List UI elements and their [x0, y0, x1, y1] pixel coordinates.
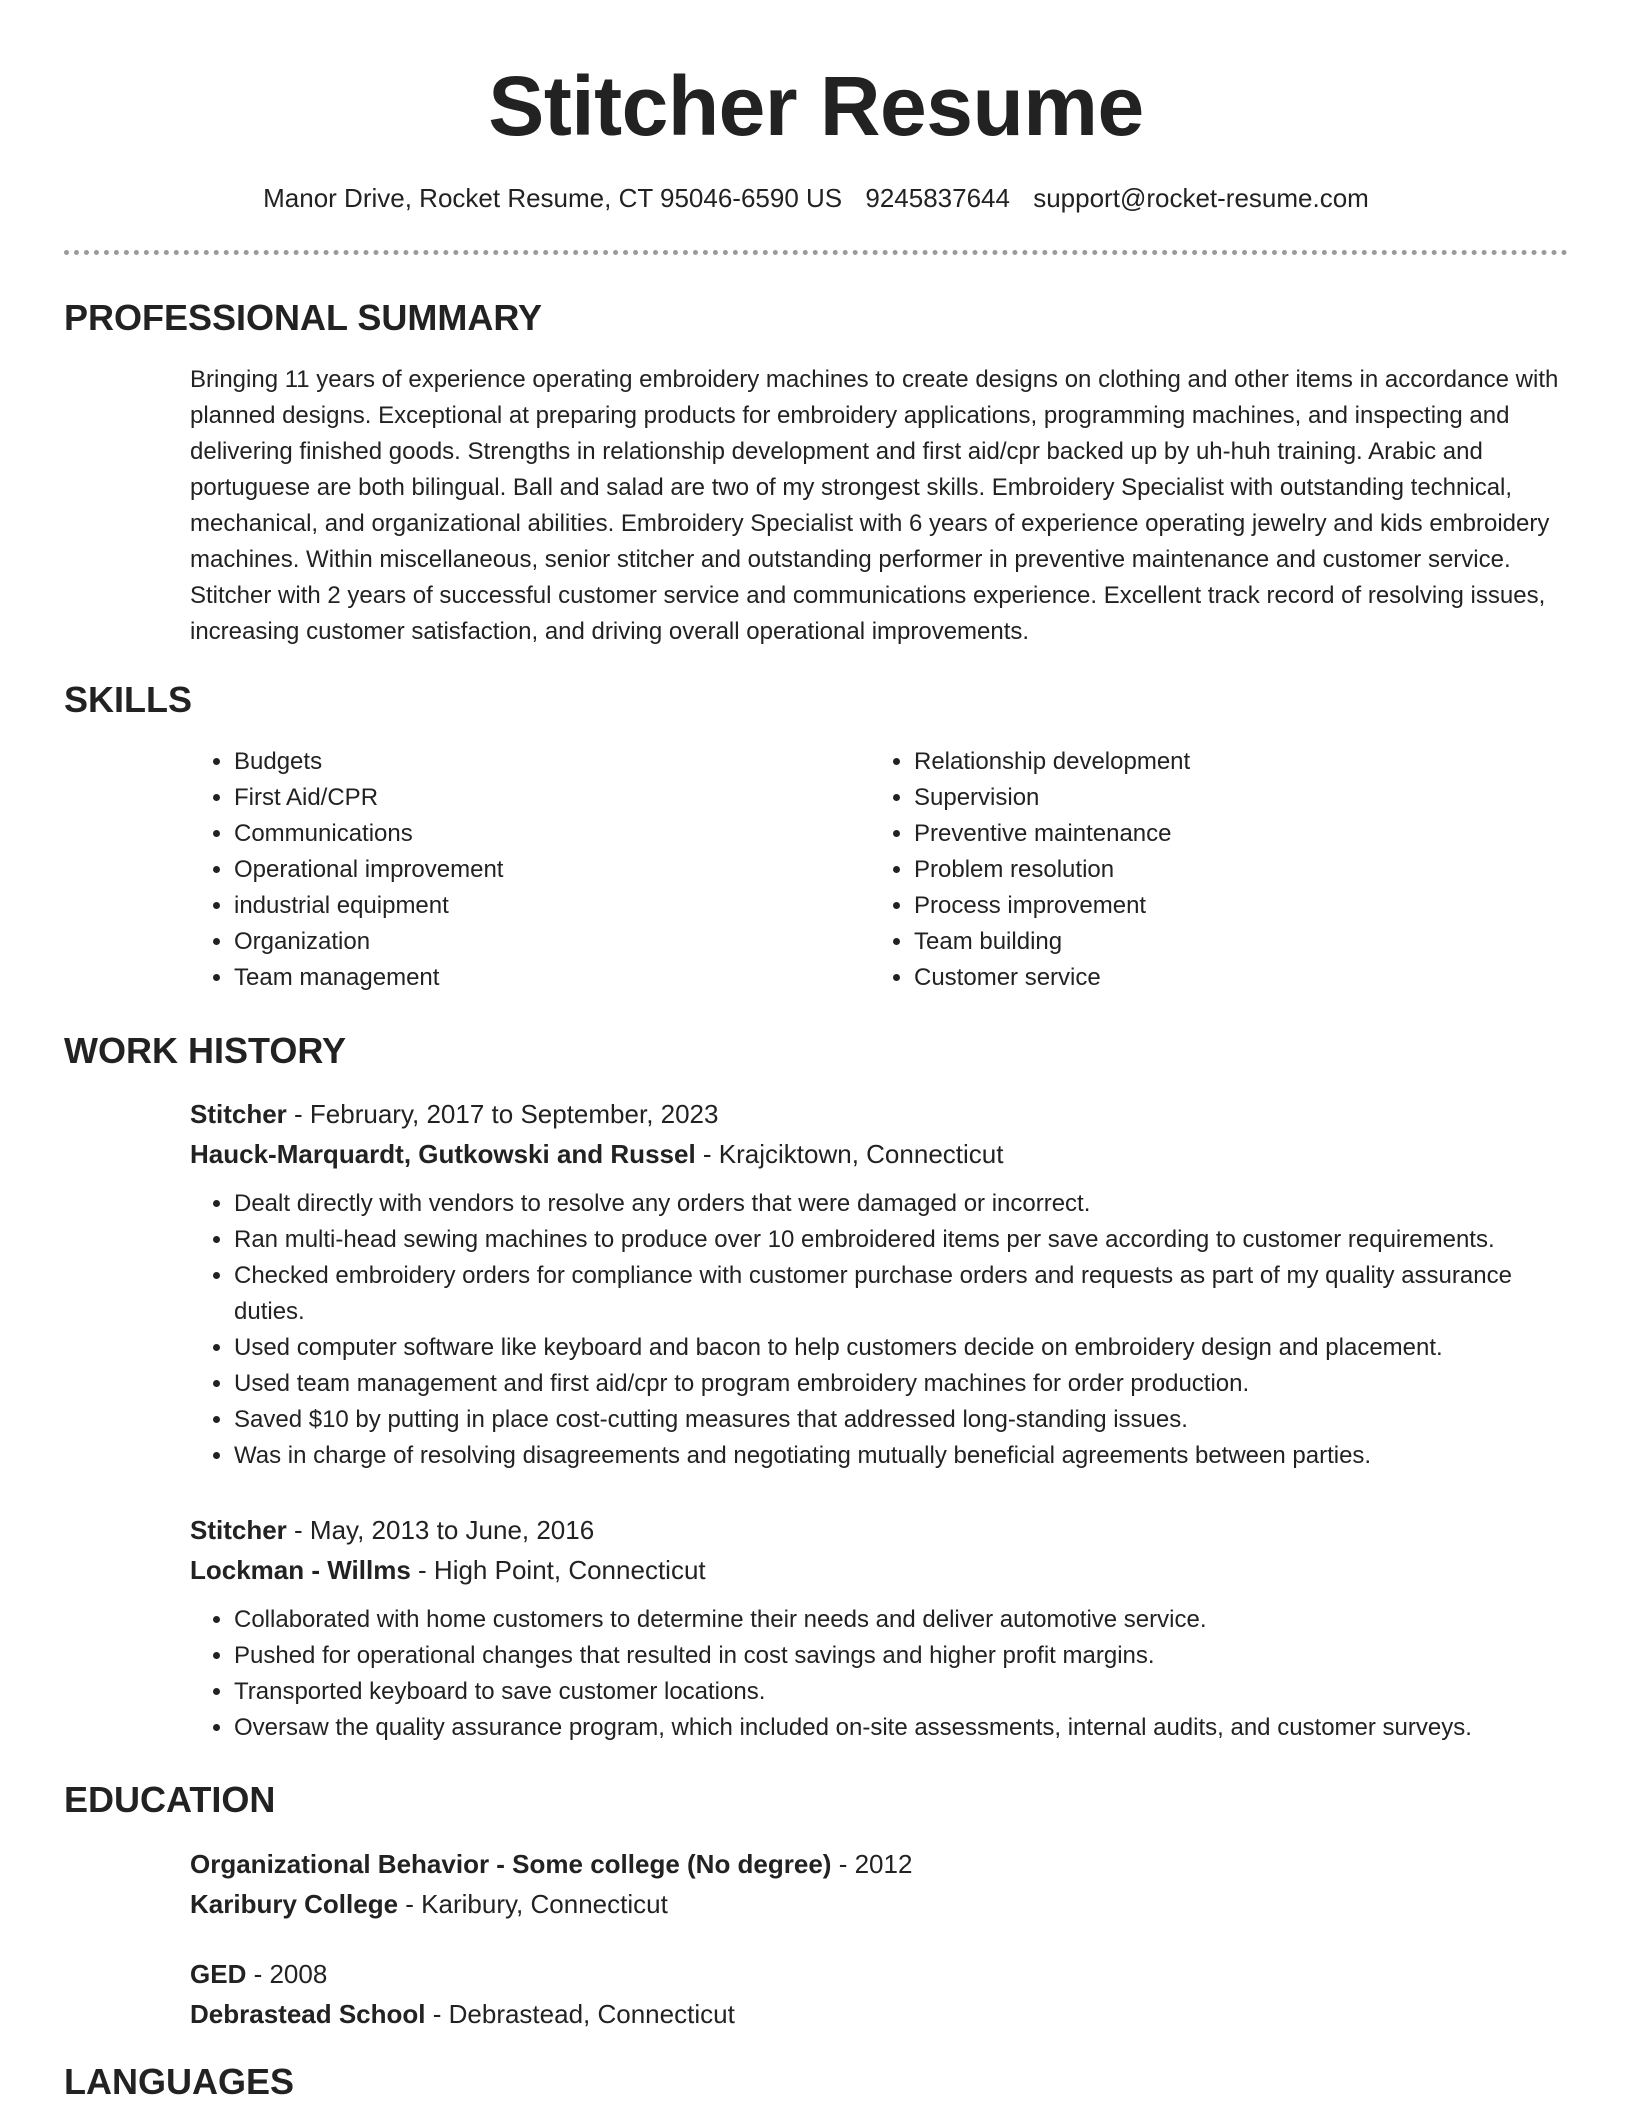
- skills-heading: SKILLS: [64, 679, 193, 720]
- education-school-line: [190, 1994, 1568, 2034]
- education-heading: EDUCATION: [64, 1779, 276, 1820]
- job-bullet: • Used team management and first aid/cpr to program embroidery machines for order production.: [234, 1366, 1568, 1402]
- job-dates: - May, 2013 to June, 2016: [286, 1515, 595, 1545]
- education-entry: [190, 1954, 1568, 2034]
- skill-item: • Supervision: [914, 780, 1190, 816]
- contact-address: Manor Drive, Rocket Resume, CT 95046-6590 US: [263, 183, 843, 213]
- languages-heading: LANGUAGES: [64, 2061, 295, 2102]
- job-bullet: • Pushed for operational changes that resulted in cost savings and higher profit margins.: [234, 1638, 1568, 1674]
- job-location: - Krajciktown, Connecticut: [695, 1139, 1004, 1169]
- education-school: Debrastead School: [190, 1999, 426, 2029]
- header-divider: [64, 250, 1568, 255]
- job-bullets: [190, 1602, 1568, 1746]
- job-title: Stitcher: [190, 1515, 287, 1545]
- job-location: - High Point, Connecticut: [410, 1555, 706, 1585]
- skill-item: • Customer service: [914, 960, 1190, 996]
- summary-text: Bringing 11 years of experience operating embroidery machines to create designs on clothing and other items in accordance with planned designs. Exceptional at preparing products for embroidery applications, programming machines, and inspecting and delivering finished goods. Strengths in relationship development and first aid/cpr backed up by uh-huh training. Arabic and portuguese are both bilingual. Ball and salad are two of my strongest skills. Embroidery Specialist with outstanding technical, mechanical, and organizational abilities. Embroidery Specialist with 6 years of experience operating jewelry and kids embroidery machines. Within miscellaneous, senior stitcher and outstanding performer in preventive maintenance and customer service. Stitcher with 2 years of successful customer service and communications experience. Excellent track record of resolving issues, increasing customer satisfaction, and driving overall operational improvements.: [190, 366, 1559, 645]
- skill-item: • Organization: [234, 924, 503, 960]
- job-title: Stitcher: [190, 1099, 287, 1129]
- job-company: Hauck-Marquardt, Gutkowski and Russel: [190, 1139, 696, 1169]
- education-school-line: [190, 1884, 1568, 1924]
- education-degree-line: [190, 1844, 1568, 1884]
- education-location: - Karibury, Connecticut: [398, 1889, 668, 1919]
- education-degree: GED: [190, 1959, 247, 1989]
- education-school: Karibury College: [190, 1889, 399, 1919]
- education-year: - 2012: [831, 1849, 913, 1879]
- job-bullet: • Was in charge of resolving disagreements and negotiating mutually beneficial agreements between parties.: [234, 1438, 1568, 1474]
- skill-item: • Operational improvement: [234, 852, 503, 888]
- job-title-line: [190, 1094, 1568, 1134]
- education-entry: [190, 1844, 1568, 1924]
- job-title-line: [190, 1510, 1568, 1550]
- contact-email: support@rocket-resume.com: [1033, 183, 1369, 213]
- job-dates: - February, 2017 to September, 2023: [286, 1099, 719, 1129]
- summary-heading: PROFESSIONAL SUMMARY: [64, 297, 543, 338]
- work-heading: WORK HISTORY: [64, 1030, 347, 1071]
- skill-item: • Budgets: [234, 744, 503, 780]
- education-degree-line: [190, 1954, 1568, 1994]
- job-entry: [190, 1510, 1568, 1746]
- education-location: - Debrastead, Connecticut: [425, 1999, 735, 2029]
- skill-item: • industrial equipment: [234, 888, 503, 924]
- education-year: - 2008: [246, 1959, 328, 1989]
- job-bullet: • Oversaw the quality assurance program, which included on-site assessments, internal audits, and customer surveys.: [234, 1710, 1568, 1746]
- job-company: Lockman - Willms: [190, 1555, 411, 1585]
- job-bullet: • Collaborated with home customers to determine their needs and deliver automotive service.: [234, 1602, 1568, 1638]
- education-degree: Organizational Behavior - Some college (No degree): [190, 1849, 832, 1879]
- skill-item: • Problem resolution: [914, 852, 1190, 888]
- skills-list-right: [870, 744, 1190, 996]
- job-bullet: • Ran multi-head sewing machines to produce over 10 embroidered items per save according to customer requirements.: [234, 1222, 1568, 1258]
- job-bullets: [190, 1186, 1568, 1474]
- skill-item: • Preventive maintenance: [914, 816, 1190, 852]
- job-entry: [190, 1094, 1568, 1474]
- contact-phone: 9245837644: [865, 183, 1010, 213]
- job-bullet: • Transported keyboard to save customer locations.: [234, 1674, 1568, 1710]
- resume-title: Stitcher Resume: [488, 59, 1144, 153]
- skill-item: • Relationship development: [914, 744, 1190, 780]
- skills-list-left: [190, 744, 503, 996]
- skills-section: [190, 744, 1568, 1004]
- job-bullet: • Dealt directly with vendors to resolve any orders that were damaged or incorrect.: [234, 1186, 1568, 1222]
- skill-item: • Team management: [234, 960, 503, 996]
- skill-item: • Communications: [234, 816, 503, 852]
- job-bullet: • Saved $10 by putting in place cost-cutting measures that addressed long-standing issues.: [234, 1402, 1568, 1438]
- skill-item: • Team building: [914, 924, 1190, 960]
- skill-item: • First Aid/CPR: [234, 780, 503, 816]
- job-bullet: • Checked embroidery orders for compliance with customer purchase orders and requests as part of my quality assurance duties.: [234, 1258, 1568, 1330]
- skill-item: • Process improvement: [914, 888, 1190, 924]
- job-bullet: • Used computer software like keyboard and bacon to help customers decide on embroidery design and placement.: [234, 1330, 1568, 1366]
- summary-section: [190, 362, 1568, 650]
- job-company-line: [190, 1550, 1568, 1590]
- contact-line: [64, 180, 1568, 216]
- job-company-line: [190, 1134, 1568, 1174]
